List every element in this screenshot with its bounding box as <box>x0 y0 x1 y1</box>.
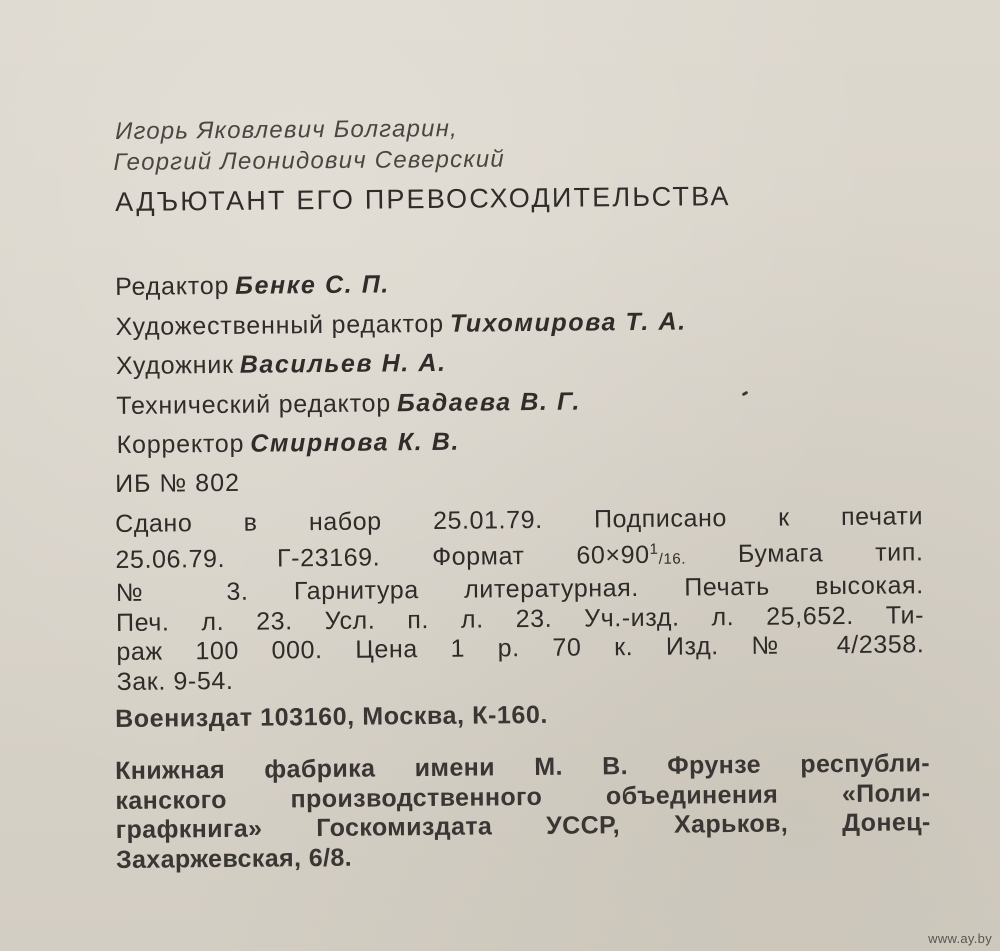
credit-role: Художественный редактор <box>115 309 445 341</box>
printing-factory <box>115 749 931 876</box>
credit-role: Редактор <box>115 271 230 301</box>
specs-line-6: Зак. 9-54. <box>116 666 234 696</box>
specs-line-1: Сдано в набор 25.01.79. Подписано к печати <box>115 502 924 538</box>
credits-block <box>115 260 932 465</box>
credit-role: Корректор <box>116 429 245 459</box>
credit-name: Тихомирова Т. А. <box>449 307 687 338</box>
specs-line-4: Печ. л. 23. Усл. п. л. 23. Уч.-изд. л. 25,652. Ти- <box>115 601 925 637</box>
factory-line-4: Захаржевская, 6/8. <box>115 843 353 875</box>
site-watermark: www.ay.by <box>928 931 992 946</box>
credit-name: Бадаева В. Г. <box>396 387 582 417</box>
credit-proofreader <box>117 418 932 465</box>
credit-name: Смирнова К. В. <box>250 427 461 458</box>
publisher-address: Воениздат 103160, Москва, К-160. <box>115 700 549 733</box>
authors-block <box>115 109 931 178</box>
factory-line-1: Книжная фабрика имени М. В. Фрунзе республи- <box>115 749 931 785</box>
credit-role: Художник <box>115 350 234 380</box>
factory-line-3: графкнига» Госкомиздата УССР, Харьков, Донец- <box>115 808 931 845</box>
specs-format-sup: 1 <box>649 540 659 558</box>
specs-line-5: раж 100 000. Цена 1 р. 70 к. Изд. № 4/2358. <box>116 630 925 667</box>
author-line-1: Игорь Яковлевич Болгарин, <box>115 115 459 145</box>
credit-role: Технический редактор <box>116 388 392 420</box>
ib-number: ИБ № 802 <box>115 468 241 498</box>
credit-name: Васильев Н. А. <box>239 348 447 379</box>
factory-line-2: канского производственного объединения «Поли- <box>115 778 931 815</box>
specs-format-text: 25.06.79. Г-23169. Формат 60×90 <box>115 540 650 574</box>
specs-format-sub: /16. <box>658 550 687 568</box>
print-specs <box>115 502 925 697</box>
credit-name: Бенке С. П. <box>235 270 391 300</box>
specs-paper-text: Бумага тип. <box>685 537 924 569</box>
book-title: АДЪЮТАНТ ЕГО ПРЕВОСХОДИТЕЛЬСТВА <box>115 181 731 217</box>
author-line-2: Георгий Леонидович Северский <box>113 145 506 177</box>
specs-line-3: № 3. Гарнитура литературная. Печать высокая. <box>115 571 924 608</box>
